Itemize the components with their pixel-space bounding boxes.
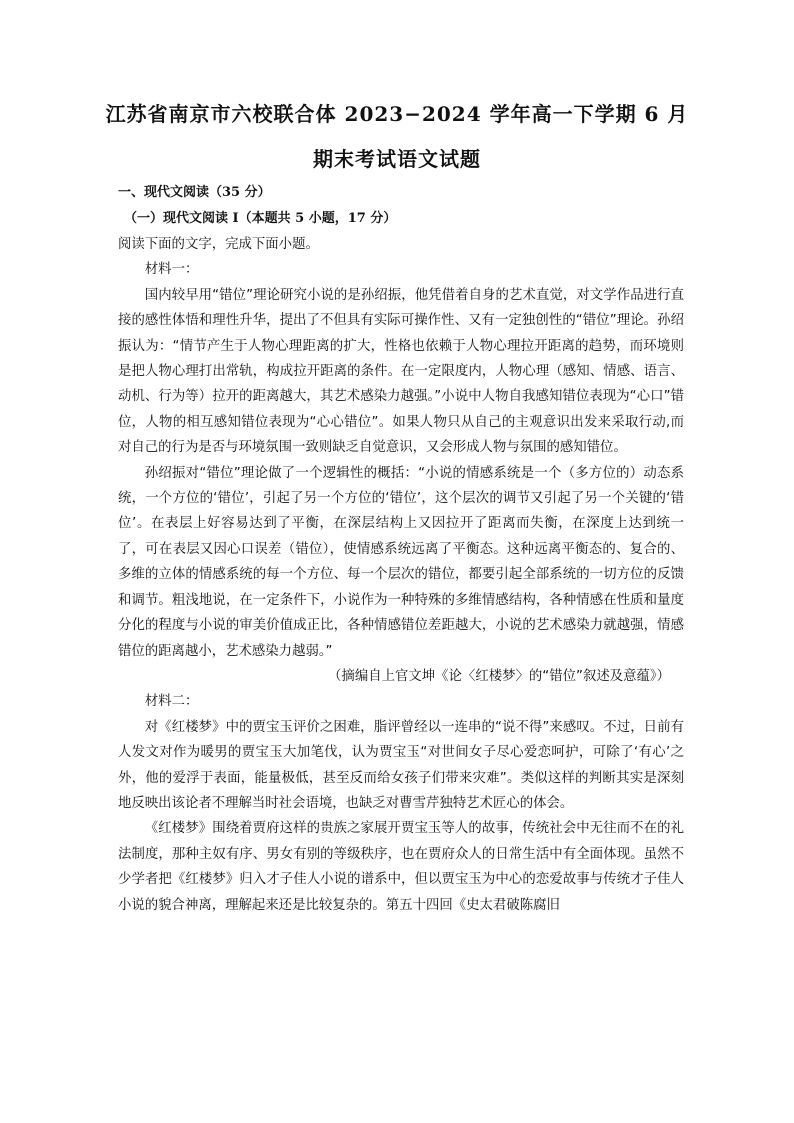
document-title-line2: 期末考试语文试题 [313, 147, 481, 171]
material1-paragraph-1: 国内较早用“错位”理论研究小说的是孙绍振，他凭借着自身的艺术直觉，对文学作品进行直接的感性体悟和理性升华，提出了不但具有实际可操作性、又有一定独创性的“错位”理论。孙绍振认为：“情节产生于人物心理距离的扩大，性格也依赖于人物心理拉开距离的趋势，而环境则是把人物心理打出常轨，构成拉开距离的条件。在一定限度内，人物心理（感知、情感、语言、动机、行为等）拉开的距离越大，其艺术感染力越强。”小说中人物自我感知错位表现为“心口”错位，人物的相互感知错位表现为“心心错位”。如果人物只从自己的主观意识出发来采取行动,而对自己的行为是否与环境氛围一致则缺乏自觉意识，又会形成人物与氛围的感知错位。 [118, 287, 684, 456]
material1-label: 材料一： [144, 262, 199, 278]
material2-label: 材料二： [144, 694, 199, 710]
material1-paragraph-2: 孙绍振对“错位”理论做了一个逻辑性的概括：“小说的情感系统是一个（多方位的）动态系统，一个方位的‘错位’，引起了另一个方位的‘错位’，这个层次的调节又引起了另一个关键的‘错位’。在表层上好容易达到了平衡，在深层结构上又因拉开了距离而失衡，在深度上达到统一了，可在表层又因心口误差（错位），使情感系统远离了平衡态。这种远离平衡态的、复合的、多维的立体的情感系统的每一个方位、每一个层次的错位，都要引起全部系统的一切方位的反馈和调节。粗浅地说，在一定条件下，小说作为一种特殊的多维情感结构，各种情感在性质和量度分化的程度与小说的审美价值成正比，各种情感错位差距越大，小说的艺术感染力就越强，情感错位的距离越小，艺术感染力越弱。” [118, 465, 684, 659]
material1-source: （摘编自上官文坤《论〈红楼梦〉的“错位”叙述及意蕴》） [328, 668, 670, 684]
material2-paragraph-1: 对《红楼梦》中的贾宝玉评价之困难，脂评曾经以一连串的“说不得”来感叹。不过，日前有人发文对作为暖男的贾宝玉大加笔伐，认为贾宝玉“对世间女子尽心爱恋呵护，可除了‘有心’之外，他的爱浮于表面，能量极低，甚至反而给女孩子们带来灾难”。类似这样的判断其实是深刻地反映出该论者不理解当时社会语境，也缺乏对曹雪芹独特艺术匠心的体会。 [118, 719, 684, 811]
document-body [118, 232, 684, 918]
subsection-heading: （一）现代文阅读 I（本题共 5 小题，17 分） [124, 211, 397, 226]
material2-paragraph-2: 《红楼梦》围绕着贾府这样的贵族之家展开贾宝玉等人的故事，传统社会中无往而不在的礼法制度，那种主奴有序、男女有别的等级秩序，也在贾府众人的日常生活中有全面体现。虽然不少学者把《红楼梦》归入才子佳人小说的谱系中，但以贾宝玉为中心的恋爱故事与传统才子佳人小说的貌合神离，理解起来还是比较复杂的。第五十四回《史太君破陈腐旧 [118, 821, 684, 913]
section-heading: 一、现代文阅读（35 分） [118, 185, 271, 200]
document-title-line1: 江苏省南京市六校联合体 2023−2024 学年高一下学期 6 月 [105, 102, 689, 126]
instruction-text: 阅读下面的文字，完成下面小题。 [118, 237, 319, 252]
